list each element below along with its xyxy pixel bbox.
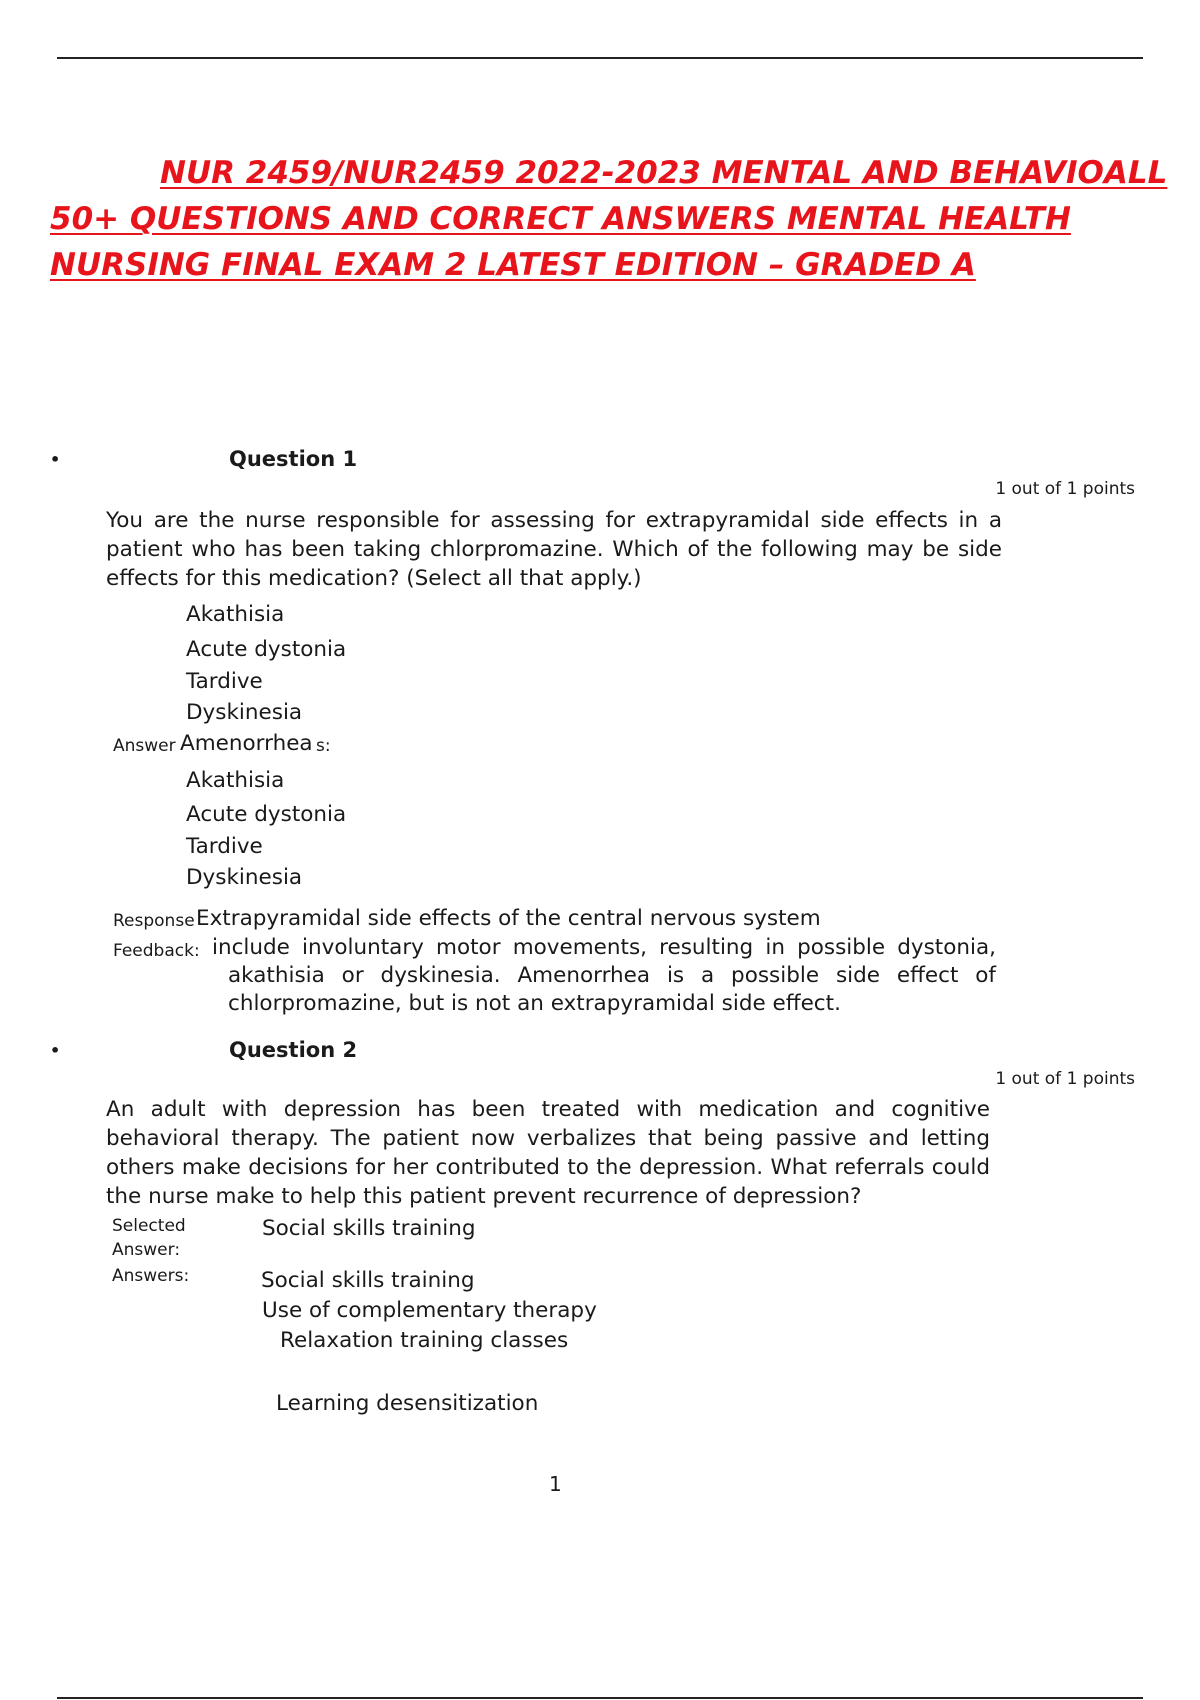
q1-answer-1: Akathisia bbox=[186, 768, 285, 793]
q2-selected-label-1: Selected bbox=[112, 1216, 186, 1236]
q1-answer-label-suffix: s: bbox=[316, 736, 331, 756]
q1-answer-3: Tardive bbox=[186, 834, 263, 859]
title-line-2: 50+ QUESTIONS AND CORRECT ANSWERS MENTAL HEALTH bbox=[50, 201, 1071, 237]
question-1-points: 1 out of 1 points bbox=[995, 479, 1135, 499]
question-2-points: 1 out of 1 points bbox=[995, 1069, 1135, 1089]
top-rule bbox=[57, 57, 1143, 59]
q1-feedback-label-2: Feedback: bbox=[113, 941, 200, 961]
q2-answer-3: Relaxation training classes bbox=[280, 1328, 569, 1353]
q1-feedback-label-1: Response bbox=[113, 911, 195, 931]
title-line-1: NUR 2459/NUR2459 2022-2023 MENTAL AND BEHAVIOALL bbox=[160, 155, 1168, 191]
q1-feedback-body bbox=[212, 934, 996, 1018]
q1-option-2: Acute dystonia bbox=[186, 637, 347, 662]
q1-feedback-first: Extrapyramidal side effects of the central nervous system bbox=[196, 906, 821, 931]
q2-answers-label: Answers: bbox=[112, 1266, 190, 1286]
q2-answer-2: Use of complementary therapy bbox=[262, 1298, 597, 1323]
question-2-text: An adult with depression has been treated with medication and cognitive behavioral therapy. The patient now verbalizes that being passive and letting others make decisions for her contributed to the depression. What referrals could the nurse make to help this patient prevent recurrence of depression? bbox=[106, 1097, 990, 1209]
q1-option-1: Akathisia bbox=[186, 602, 285, 627]
question-1-heading: Question 1 bbox=[229, 447, 358, 471]
q1-option-4: Dyskinesia bbox=[186, 700, 303, 725]
question-1-text: You are the nurse responsible for assessing for extrapyramidal side effects in a patient who has been taking chlorpromazine. Which of the following may be side effects for this medication? (Select all that apply.) bbox=[106, 508, 1002, 591]
bottom-rule bbox=[57, 1697, 1143, 1699]
q1-option-3: Tardive bbox=[186, 669, 263, 694]
document-title bbox=[50, 150, 1168, 288]
q2-selected-answer: Social skills training bbox=[262, 1216, 476, 1241]
question-2-bullet: • bbox=[50, 1041, 61, 1060]
page-number: 1 bbox=[549, 1472, 562, 1496]
q1-answer-2: Acute dystonia bbox=[186, 802, 347, 827]
q1-answer-4: Dyskinesia bbox=[186, 865, 303, 890]
q2-answer-4: Learning desensitization bbox=[276, 1391, 539, 1416]
question-2-heading: Question 2 bbox=[229, 1038, 358, 1062]
q1-option-5: Amenorrhea bbox=[180, 731, 313, 756]
question-1-bullet: • bbox=[50, 450, 61, 469]
title-line-3: NURSING FINAL EXAM 2 LATEST EDITION – GRADED A bbox=[50, 247, 976, 283]
q2-answer-1: Social skills training bbox=[261, 1268, 475, 1293]
q2-selected-label-2: Answer: bbox=[112, 1240, 181, 1260]
q1-feedback-rest: akathisia or dyskinesia. Amenorrhea is a possible side effect of chlorpromazine, but is not an extrapyramidal side effect. bbox=[228, 963, 996, 1016]
q1-answer-label: Answer bbox=[113, 736, 176, 756]
q1-feedback-line-2: include involuntary motor movements, resulting in possible dystonia, bbox=[212, 935, 996, 960]
